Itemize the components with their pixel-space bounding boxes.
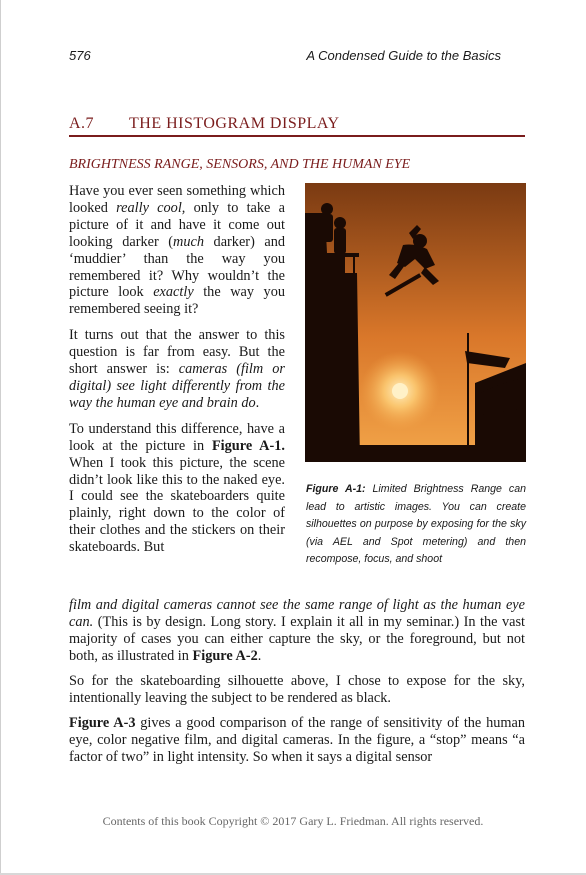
paragraph-4: So for the skateboarding silhouette above, I chose to expose for the sky, intentionally leaving the subject to be rendered as black. [69,673,525,706]
full-width-text [69,597,525,774]
paragraph-2: It turns out that the answer to this question is far from easy. But the short answer is: cameras (film or digital) see light differently from the way the human eye and brain do. [69,327,285,411]
subsection-heading: BRIGHTNESS RANGE, SENSORS, AND THE HUMAN EYE [69,157,411,172]
paragraph-5: Figure A-3 gives a good comparison of the range of sensitivity of the human eye, color negative film, and digital cameras. In the figure, a “stop” means “a factor of two” in light intensity. So when it says a digital sensor [69,715,525,765]
section-title: THE HISTOGRAM DISPLAY [129,115,340,132]
figure-label: Figure A-1: [306,483,366,495]
book-title: A Condensed Guide to the Basics [306,48,501,63]
paragraph-3: To understand this difference, have a look at the picture in Figure A-1. When I took this picture, the scene didn’t look like this to the naked eye. I could see the skateboarders quite plainly, right down to the color of their clothes and the stickers on their skateboards. But [69,420,285,556]
section-rule [69,135,525,137]
section-heading [69,115,524,133]
paragraph-1: Have you ever seen something which looked really cool, only to take a picture of it and have it come out looking darker (much darker) and ‘muddier’ than the way you remembered it? Why wouldn’t the picture look exactly the way you remembered seeing it? [69,183,286,318]
left-column-text [69,183,285,565]
figure-a1-skateboard-silhouette-photo [305,183,526,462]
copyright-footer: Contents of this book Copyright © 2017 Gary L. Friedman. All rights reserved. [102,814,484,828]
running-header [69,48,501,68]
sunset-skateboard-image [305,183,526,462]
figure-caption [306,481,526,569]
figure-caption-text: Limited Brightness Range can lead to artistic images. You can create silhouettes on purpose by exposing for the sky (via AEL and Spot metering) and then recompose, focus, and shoot [306,483,526,565]
paragraph-3-continued: film and digital cameras cannot see the same range of light as the human eye can. (This is by design. Long story. I explain it all in my seminar.) In the vast majority of cases you can either capture the sky, or the foreground, but not both, as illustrated in Figure A-2. [69,597,525,664]
page-number: 576 [69,48,91,63]
page-edge [0,0,1,875]
section-number: A.7 [69,115,95,132]
